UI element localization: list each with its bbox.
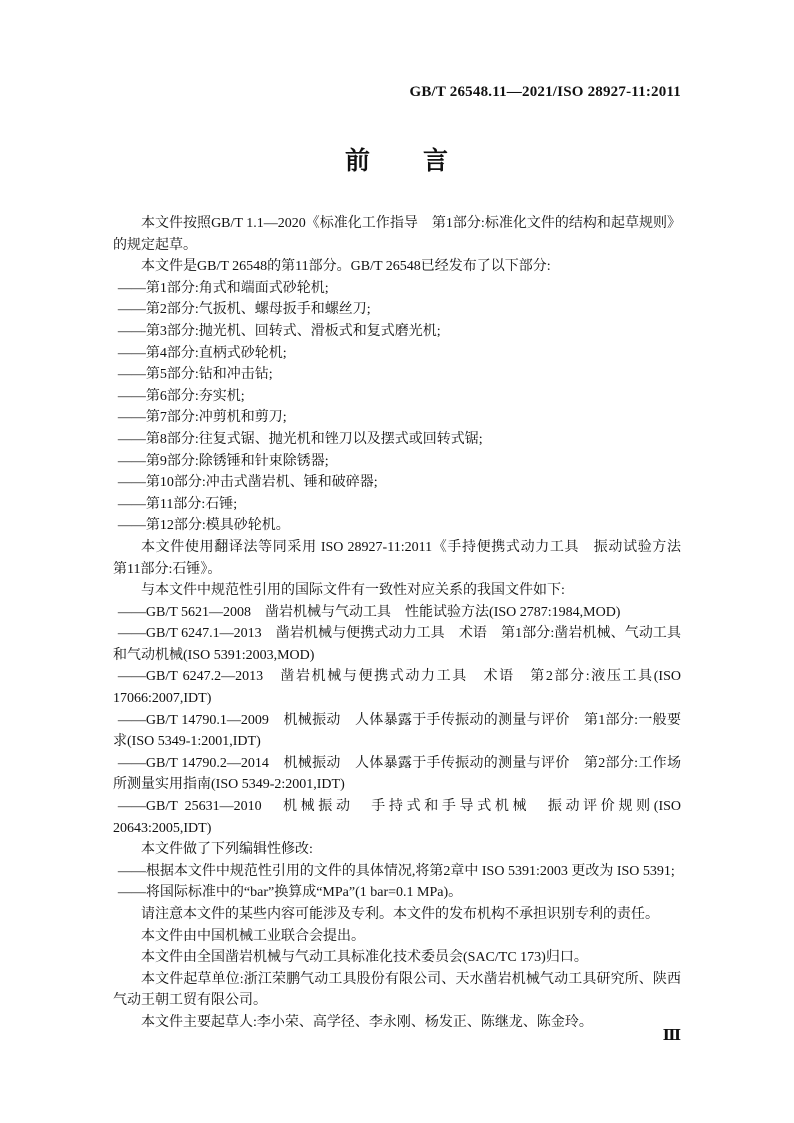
list-item: ——第12部分:模具砂轮机。	[117, 518, 290, 534]
list-item: ——GB/T 14790.1—2009 机械振动 人体暴露于手传振动的测量与评价 第1部分:一般要求(ISO 5349-1:2001,IDT)	[113, 712, 681, 750]
list-item: ——第6部分:夯实机;	[117, 388, 245, 404]
page-title: 前 言	[344, 147, 449, 175]
list-item: ——GB/T 25631—2010 机械振动 手持式和手导式机械 振动评价规则(ISO 20643:2005,IDT)	[113, 799, 681, 836]
list-item: ——GB/T 6247.1—2013 凿岩机械与便携式动力工具 术语 第1部分:凿岩机械、气动工具和气动机械(ISO 5391:2003,MOD)	[113, 626, 681, 663]
list-item: ——第1部分:角式和端面式砂轮机;	[117, 280, 329, 296]
list-item: ——GB/T 14790.2—2014 机械振动 人体暴露于手传振动的测量与评价 第2部分:工作场所测量实用指南(ISO 5349-2:2001,IDT)	[113, 755, 681, 793]
list-item: ——第5部分:钻和冲击钻;	[117, 367, 273, 383]
list-item: ——第3部分:抛光机、回转式、滑板式和复式磨光机;	[117, 323, 441, 339]
paragraph: 本文件由全国凿岩机械与气动工具标准化技术委员会(SAC/TC 173)归口。	[141, 950, 588, 966]
list-item: ——将国际标准中的“bar”换算成“MPa”(1 bar=0.1 MPa)。	[117, 885, 463, 901]
paragraph: 请注意本文件的某些内容可能涉及专利。本文件的发布机构不承担识别专利的责任。	[141, 907, 659, 922]
paragraph: 本文件是GB/T 26548的第11部分。GB/T 26548已经发布了以下部分:	[141, 259, 551, 275]
paragraph: 本文件按照GB/T 1.1—2020《标准化工作指导 第1部分:标准化文件的结构和起草规则》的规定起草。	[113, 216, 681, 253]
list-item: ——第4部分:直柄式砂轮机;	[117, 345, 287, 361]
list-item: ——根据本文件中规范性引用的文件的具体情况,将第2章中 ISO 5391:2003 更改为 ISO 5391;	[117, 863, 675, 879]
page-number: Ⅲ	[662, 1028, 681, 1044]
list-item: ——第11部分:石锤;	[117, 496, 238, 512]
list-item: ——第7部分:冲剪机和剪刀;	[117, 410, 287, 426]
paragraph: 与本文件中规范性引用的国际文件有一致性对应关系的我国文件如下:	[141, 583, 565, 599]
paragraph: 本文件使用翻译法等同采用 ISO 28927-11:2011《手持便携式动力工具 振动试验方法 第11部分:石锤》。	[113, 539, 695, 577]
list-item: ——GB/T 6247.2—2013 凿岩机械与便携式动力工具 术语 第2部分:液压工具(ISO 17066:2007,IDT)	[113, 669, 681, 707]
standard-number: GB/T 26548.11—2021/ISO 28927-11:2011	[409, 84, 681, 100]
paragraph: 本文件由中国机械工业联合会提出。	[141, 928, 365, 944]
paragraph: 本文件起草单位:浙江荣鹏气动工具股份有限公司、天水凿岩机械气动工具研究所、陕西气动王朝工贸有限公司。	[113, 971, 681, 1009]
paragraph: 本文件做了下列编辑性修改:	[141, 842, 313, 858]
paragraph: 本文件主要起草人:李小荣、高学径、李永刚、杨发正、陈继龙、陈金玲。	[141, 1014, 593, 1030]
list-item: ——第2部分:气扳机、螺母扳手和螺丝刀;	[117, 302, 371, 318]
document-body	[113, 213, 695, 1034]
list-item: ——GB/T 5621—2008 凿岩机械与气动工具 性能试验方法(ISO 2787:1984,MOD)	[117, 604, 621, 620]
list-item: ——第10部分:冲击式凿岩机、锤和破碎器;	[117, 475, 378, 491]
list-item: ——第9部分:除锈锤和针束除锈器;	[117, 453, 329, 469]
list-item: ——第8部分:往复式锯、抛光机和锉刀以及摆式或回转式锯;	[117, 431, 483, 447]
